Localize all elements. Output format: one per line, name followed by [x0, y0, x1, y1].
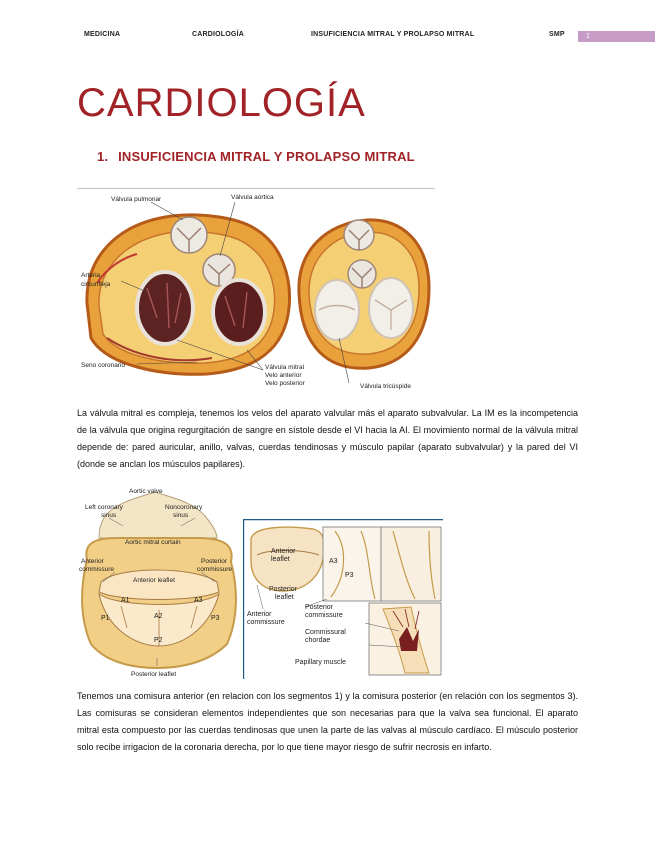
label-circumflex-artery-line2: circunfleja — [81, 281, 111, 288]
label-p1: P1 — [101, 615, 110, 622]
label-p3: P3 — [211, 615, 220, 622]
label-a1: A1 — [121, 597, 130, 604]
label-anterior-leaflet-inset-line2: leaflet — [271, 556, 290, 563]
label-posterior-commissure-inset-line1: Posterior — [305, 604, 334, 611]
label-aortic-valve: Válvula aórtica — [231, 194, 274, 201]
label-anterior-leaflet-inset-line1: Anterior — [271, 548, 296, 555]
label-mitral-valve: Válvula mitral — [265, 364, 305, 371]
label-left-coronary-sinus-line1: Left coronary — [85, 504, 123, 511]
label-noncoronary-sinus-line1: Noncoronary — [165, 504, 203, 511]
label-posterior-leaflet-inset-line2: leaflet — [275, 594, 294, 601]
page-header — [0, 31, 655, 45]
label-posterior-commissure-line1: Posterior — [201, 558, 228, 565]
figure-heart-valves — [77, 188, 435, 396]
label-left-coronary-sinus-line2: sinus — [101, 512, 117, 519]
header-topic: INSUFICIENCIA MITRAL Y PROLAPSO MITRAL — [311, 31, 475, 38]
page-number-badge: 1 — [578, 31, 655, 42]
heart-closed-valves-illustration — [299, 220, 429, 368]
label-a3-inset: A3 — [329, 558, 338, 565]
label-p3-inset: P3 — [345, 572, 354, 579]
paragraph-mitral-valve: La válvula mitral es compleja, tenemos los velos del aparato valvular más el aparato subvalvular. La IM es la incompetencia de la válvula que origina regurgitación de sangre en sístole desde el VI hacia la AI. El movimiento normal de la válvula mitral depende de: pared auricular, anillo, valvas, cuerdas tendinosas y músculo papilar (aparato subvalvular) y la pared del VI (donde se anclan los músculos papilares). — [77, 408, 578, 469]
header-subject: MEDICINA — [84, 31, 121, 38]
label-anterior-leaflet: Velo anterior — [265, 372, 302, 379]
section-heading-text: INSUFICIENCIA MITRAL Y PROLAPSO MITRAL — [118, 149, 415, 164]
label-anterior-leaflet-en: Anterior leaflet — [133, 577, 175, 584]
label-coronary-sinus: Seno coronario — [81, 362, 126, 369]
label-posterior-leaflet: Velo posterior — [265, 380, 305, 387]
label-pulmonary-valve: Válvula pulmonar — [111, 196, 162, 203]
label-tricuspid-valve: Válvula tricúspide — [360, 383, 411, 390]
label-posterior-leaflet-inset-line1: Posterior — [269, 586, 298, 593]
label-aortic-mitral-curtain: Aortic mitral curtain — [125, 539, 181, 546]
label-anterior-commissure-line1: Anterior — [81, 558, 104, 565]
label-posterior-commissure-line2: commissure — [197, 566, 233, 573]
section-heading — [97, 149, 415, 164]
header-course: CARDIOLOGÍA — [192, 31, 244, 38]
label-posterior-commissure-inset-line2: commissure — [305, 612, 343, 619]
figure-commissures — [243, 519, 443, 679]
label-anterior-commissure-line2: commissure — [79, 566, 115, 573]
label-posterior-leaflet-en: Posterior leaflet — [131, 671, 177, 678]
label-a2: A2 — [154, 613, 163, 620]
label-anterior-commissure-inset-line2: commissure — [247, 619, 285, 626]
label-papillary-muscle: Papillary muscle — [295, 659, 346, 666]
document-title: CARDIOLOGÍA — [77, 81, 366, 125]
section-number: 1. — [97, 149, 109, 164]
label-circumflex-artery-line1: Arteria — [81, 272, 101, 279]
label-aortic-valve-en: Aortic valve — [129, 488, 163, 495]
label-a3: A3 — [194, 597, 203, 604]
heart-cross-section-illustration — [87, 215, 290, 374]
label-anterior-commissure-inset-line1: Anterior — [247, 611, 272, 618]
label-noncoronary-sinus-line2: sinus — [173, 512, 189, 519]
label-commissural-chordae-line2: chordae — [305, 637, 331, 644]
label-commissural-chordae-line1: Commissural — [305, 629, 346, 636]
paragraph-commissures: Tenemos una comisura anterior (en relacion con los segmentos 1) y la comisura posterior (en relación con los segmentos 3). Las comisuras se consideran elementos independientes que son necesarias para que la valva sea funcional. El aparato mitral esta compuesto por las cuerdas tendinosas que unen la parte de las valvas al músculo cardíaco. El músculo posterior solo recibe irrigacion de la coronaria derecha, por lo que tiene mayor riesgo de sufrir necrosis en infarto. — [77, 691, 578, 752]
header-author: SMP — [549, 31, 565, 38]
papillary-muscle-illustration — [369, 603, 441, 675]
figure-mitral-segments — [77, 482, 242, 680]
commissure-closeup-illustration — [323, 527, 441, 601]
label-p2: P2 — [154, 637, 163, 644]
